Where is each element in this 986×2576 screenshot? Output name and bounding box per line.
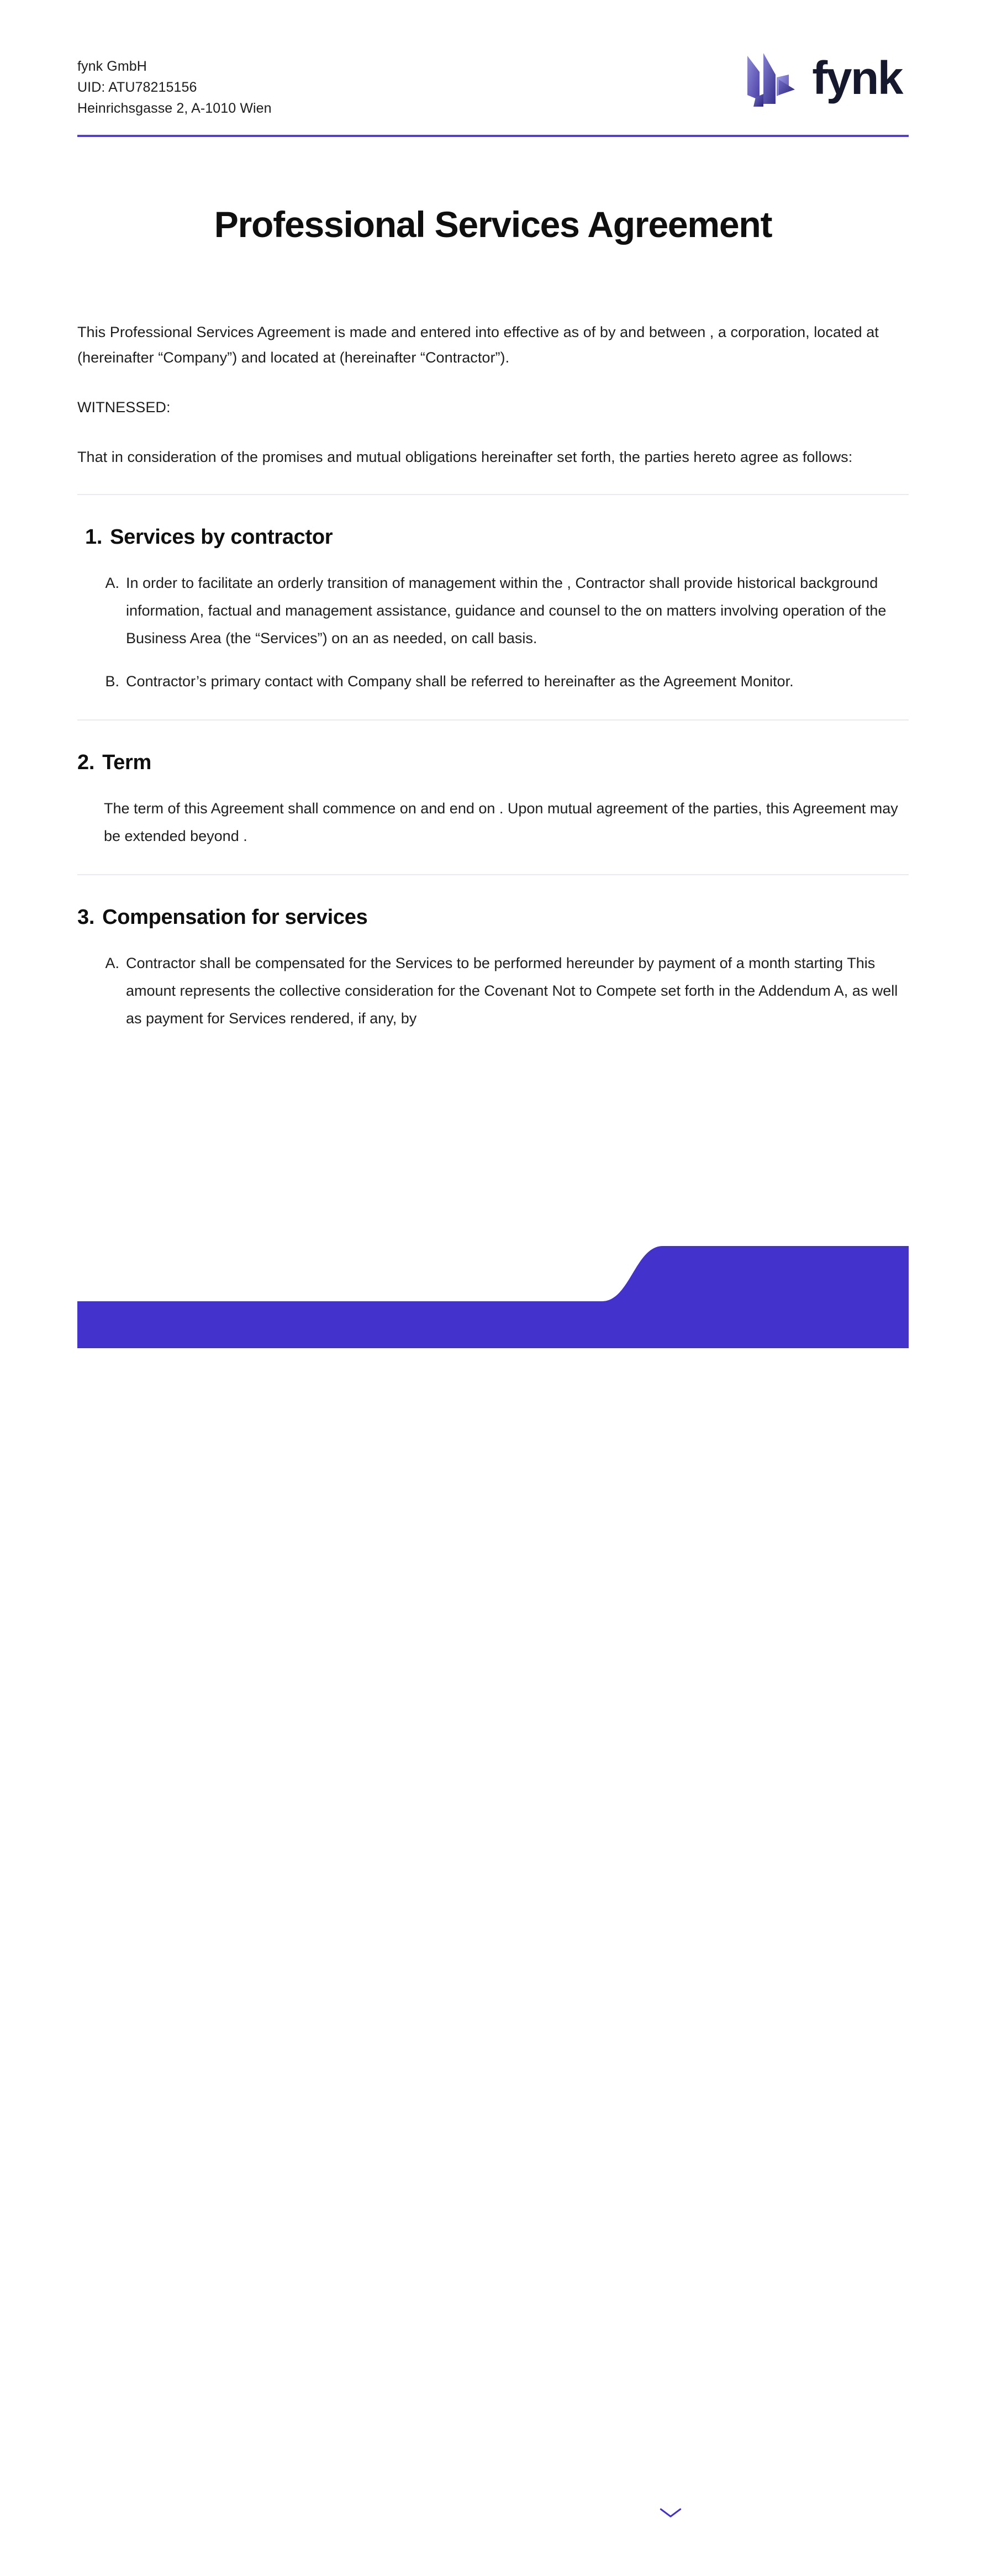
list-item-text: In order to facilitate an orderly transition of management within the , Contractor shall provide historical background information, factual and management assistance, guidance and counsel to the on matters involving operation of the Business Area (the “Services”) on an as needed, on call basis.	[126, 575, 887, 646]
company-uid: UID: ATU78215156	[77, 80, 197, 95]
footer-website-text: www.fynk.com	[695, 2555, 798, 2573]
list-item-marker: B.	[105, 673, 119, 690]
witnessed-label: WITNESSED:	[77, 399, 171, 416]
list-item-marker: A.	[105, 955, 119, 971]
section-number: 2.	[77, 751, 95, 774]
section-compensation-for-services	[77, 875, 909, 1032]
section-term	[77, 721, 909, 875]
section-number: 1.	[85, 525, 103, 549]
footer-contact-list	[658, 2503, 814, 2576]
section-title: Term	[102, 751, 151, 774]
footer-email-row[interactable]	[658, 2503, 814, 2527]
list-item-text: Contractor’s primary contact with Company shall be referred to hereinafter as the Agreement Monitor.	[126, 673, 794, 690]
brand-logo	[741, 49, 909, 107]
envelope-icon	[658, 2503, 683, 2527]
section-number: 3.	[77, 906, 95, 929]
footer-banner-shape	[0, 1238, 986, 1395]
consideration-paragraph: That in consideration of the promises and mutual obligations hereinafter set forth, the parties hereto agree as follows:	[77, 449, 853, 465]
company-name: fynk GmbH	[77, 59, 147, 74]
section-services-by-contractor	[77, 495, 909, 721]
section-title: Services by contractor	[110, 525, 333, 549]
intro-paragraph: This Professional Services Agreement is made and entered into effective as of by and between , a corporation, located at (hereinafter “Company”) and located at (hereinafter “Contractor”).	[77, 324, 879, 366]
section-paragraph: The term of this Agreement shall commence on and end on . Upon mutual agreement of the parties, this Agreement may be extended beyond .	[104, 800, 898, 844]
company-identity-block	[77, 49, 272, 118]
document-footer	[0, 1238, 986, 2573]
brand-wordmark: fynk	[812, 51, 902, 104]
list-item-text: Contractor shall be compensated for the Services to be performed hereunder by payment of a month starting This amount represents the collective consideration for the Covenant Not to Compete set forth in the Addendum A, as well as payment for Services rendered, if any, by	[126, 955, 898, 1027]
list-item	[77, 667, 909, 695]
list-item	[77, 569, 909, 652]
globe-icon	[658, 2552, 683, 2576]
header-divider	[77, 135, 909, 137]
footer-email-text: office@fynk.com	[695, 2506, 814, 2524]
fynk-origami-bird-icon	[741, 49, 803, 107]
page-title: Professional Services Agreement	[214, 204, 772, 245]
footer-website-row[interactable]	[658, 2552, 814, 2576]
list-item	[77, 949, 909, 1032]
section-item-list	[77, 949, 909, 1032]
section-heading	[77, 904, 909, 930]
document-header	[77, 49, 909, 118]
company-address: Heinrichsgasse 2, A-1010 Wien	[77, 101, 272, 116]
list-item-marker: A.	[105, 575, 119, 591]
section-title: Compensation for services	[102, 906, 368, 929]
document-body	[77, 319, 909, 1032]
section-heading	[77, 524, 909, 550]
section-item-list	[77, 569, 909, 695]
section-heading	[77, 749, 909, 776]
